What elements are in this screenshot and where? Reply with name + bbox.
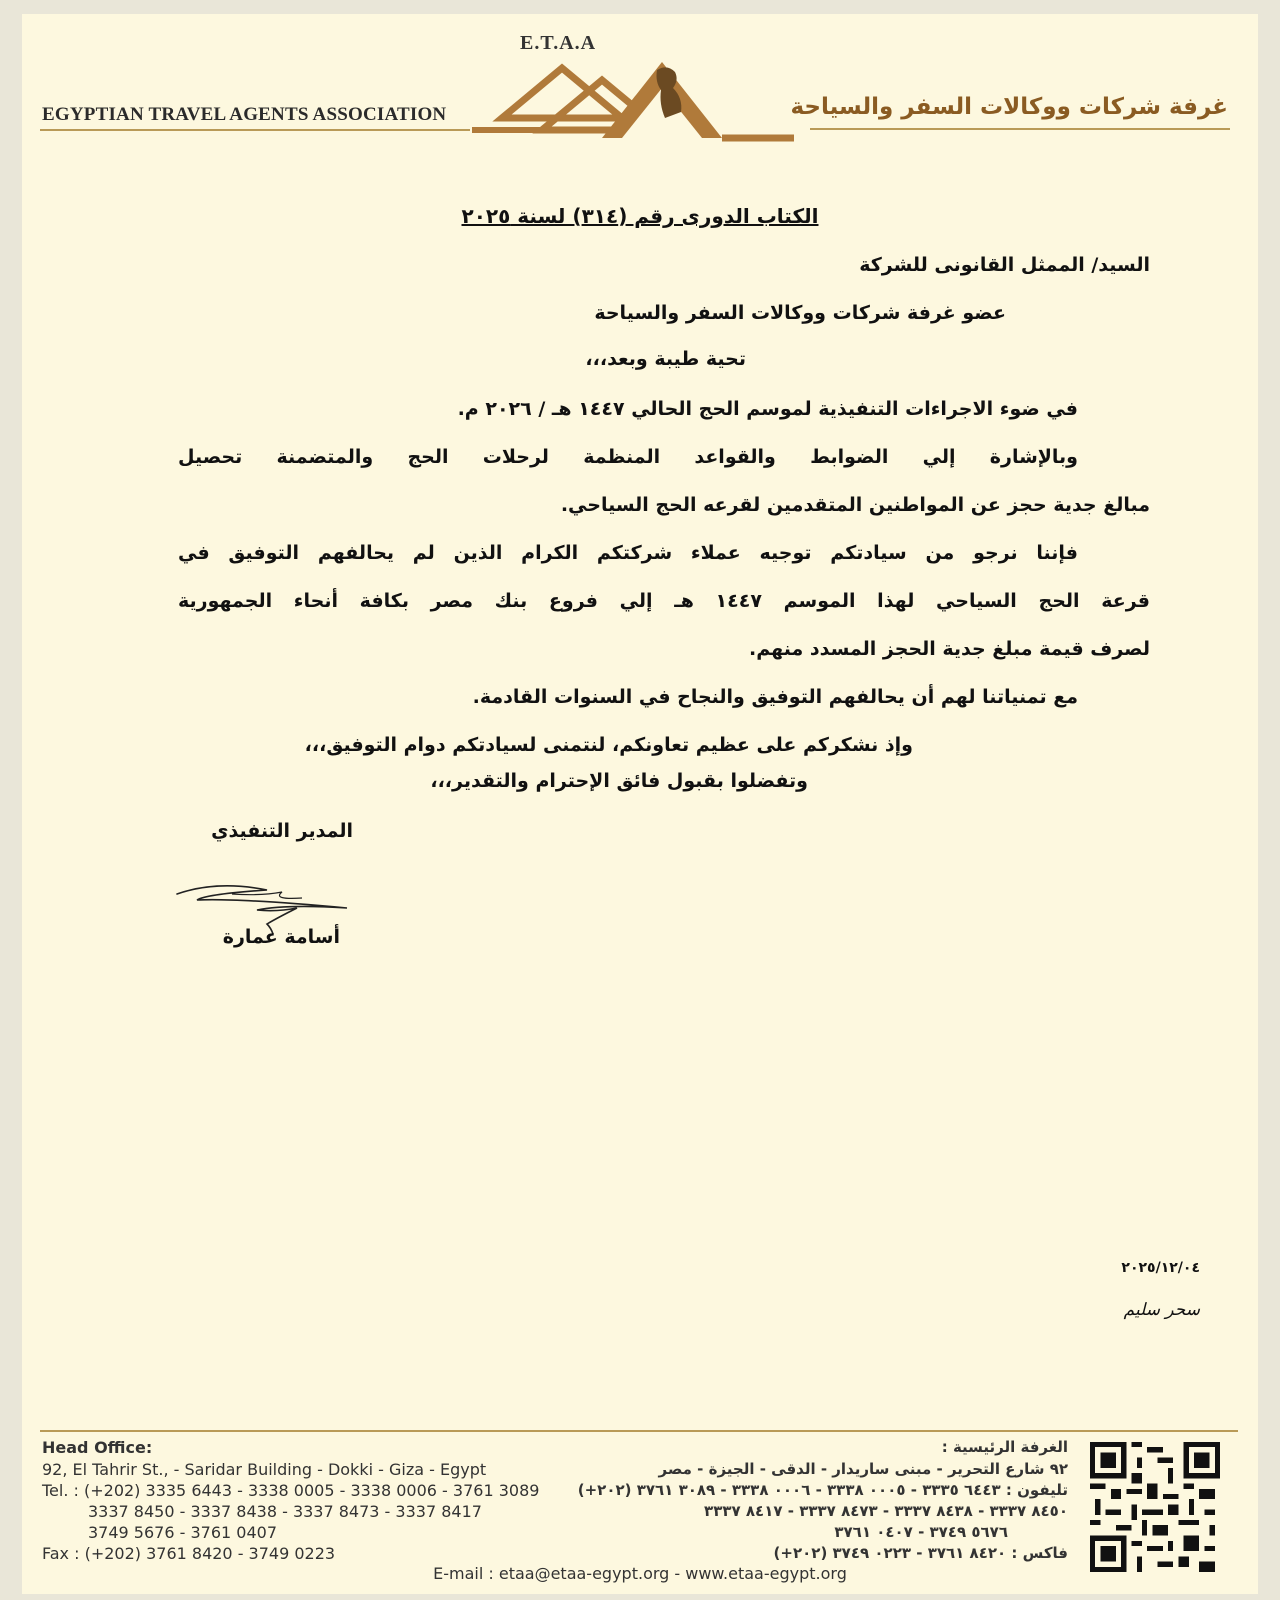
org-name-ar: غرفة شركات ووكالات السفر والسياحة — [790, 94, 1228, 120]
paragraph-3-line-3: لصرف قيمة مبلغ جدية الحجز المسدد منهم. — [749, 638, 1150, 660]
paragraph-3-line-2: قرعة الحج السياحي لهذا الموسم ١٤٤٧ هـ إلي فروع بنك مصر بكافة أنحاء الجمهورية — [178, 590, 1150, 612]
signatory-title: المدير التنفيذي — [211, 820, 353, 842]
head-office-ar: الغرفة الرئيسية : — [941, 1438, 1068, 1456]
pyramids-logo-icon — [472, 50, 802, 150]
tel-ar-2: ٨٤٥٠ ٣٣٣٧ - ٨٤٣٨ ٣٣٣٧ - ٨٤٧٣ ٣٣٣٧ - ٨٤١٧ ٣٣٣٧ — [704, 1502, 1068, 1520]
handwritten-date: ٢٠٢٥/١٢/٠٤ — [1121, 1260, 1200, 1276]
addressee: السيد/ الممثل القانونى للشركة — [859, 254, 1150, 276]
addressee-sub: عضو غرفة شركات ووكالات السفر والسياحة — [594, 302, 1006, 324]
circular-title: الكتاب الدورى رقم (٣١٤) لسنة ٢٠٢٥ — [461, 204, 819, 228]
qr-code-icon — [1090, 1442, 1220, 1572]
address-ar: ٩٢ شارع التحرير - مبنى ساريدار - الدقى - الجيزة - مصر — [658, 1460, 1068, 1478]
tel-ar-1: تليفون : ٦٤٤٣ ٣٣٣٥ - ٠٠٠٥ ٣٣٣٨ - ٠٠٠٦ ٣٣٣٨ - ٣٠٨٩ ٣٧٦١ (٢٠٢+) — [577, 1481, 1068, 1499]
paragraph-3-line-1: فإننا نرجو من سيادتكم توجيه عملاء شركتكم الكرام الذين لم يحالفهم التوفيق في — [178, 542, 1078, 564]
greeting: تحية طيبة وبعد،،، — [585, 348, 746, 370]
letter-page — [22, 14, 1258, 1594]
fax-ar: فاكس : ٨٤٢٠ ٣٧٦١ - ٠٢٢٣ ٣٧٤٩ (٢٠٢+) — [773, 1544, 1068, 1562]
closing-regards: وتفضلوا بقبول فائق الإحترام والتقدير،،، — [430, 770, 808, 792]
header-rule-left — [40, 129, 470, 131]
paragraph-4: مع تمنياتنا لهم أن يحالفهم التوفيق والنجاح في السنوات القادمة. — [472, 686, 1078, 708]
closing-thanks: وإذ نشكركم على عظيم تعاونكم، لنتمنى لسيادتكم دوام التوفيق،،، — [304, 734, 913, 756]
address-en: 92, El Tahrir St., - Saridar Building - Dokki - Giza - Egypt — [42, 1460, 487, 1479]
paragraph-2-line-2: مبالغ جدية حجز عن المواطنين المتقدمين لقرعه الحج السياحي. — [560, 494, 1150, 516]
paragraph-1: في ضوء الاجراءات التنفيذية لموسم الحج الحالي ١٤٤٧ هـ / ٢٠٢٦ م. — [457, 398, 1078, 420]
tel-en-1: Tel. : (+202) 3335 6443 - 3338 0005 - 3338 0006 - 3761 3089 — [42, 1481, 540, 1500]
head-office-label: Head Office: — [42, 1438, 153, 1457]
tel-ar-3: ٥٦٧٦ ٣٧٤٩ - ٠٤٠٧ ٣٧٦١ — [834, 1523, 1008, 1541]
contact-line[interactable]: E-mail : etaa@etaa-egypt.org - www.etaa-egypt.org — [433, 1564, 847, 1583]
footer-rule — [40, 1430, 1238, 1432]
org-name-en: EGYPTIAN TRAVEL AGENTS ASSOCIATION — [42, 104, 447, 125]
tel-en-2: 3337 8450 - 3337 8438 - 3337 8473 - 3337 8417 — [88, 1502, 482, 1521]
handwritten-initials: سحر سليم — [1123, 1300, 1200, 1320]
org-abbreviation: E.T.A.A — [520, 32, 597, 54]
fax-en: Fax : (+202) 3761 8420 - 3749 0223 — [42, 1544, 336, 1563]
signatory-name: أسامة عمارة — [222, 926, 340, 948]
handwritten-signature — [172, 874, 372, 934]
paragraph-2-line-1: وبالإشارة إلي الضوابط والقواعد المنظمة لرحلات الحج والمتضمنة تحصيل — [178, 446, 1078, 468]
tel-en-3: 3749 5676 - 3761 0407 — [88, 1523, 277, 1542]
header-rule-right — [810, 128, 1230, 130]
